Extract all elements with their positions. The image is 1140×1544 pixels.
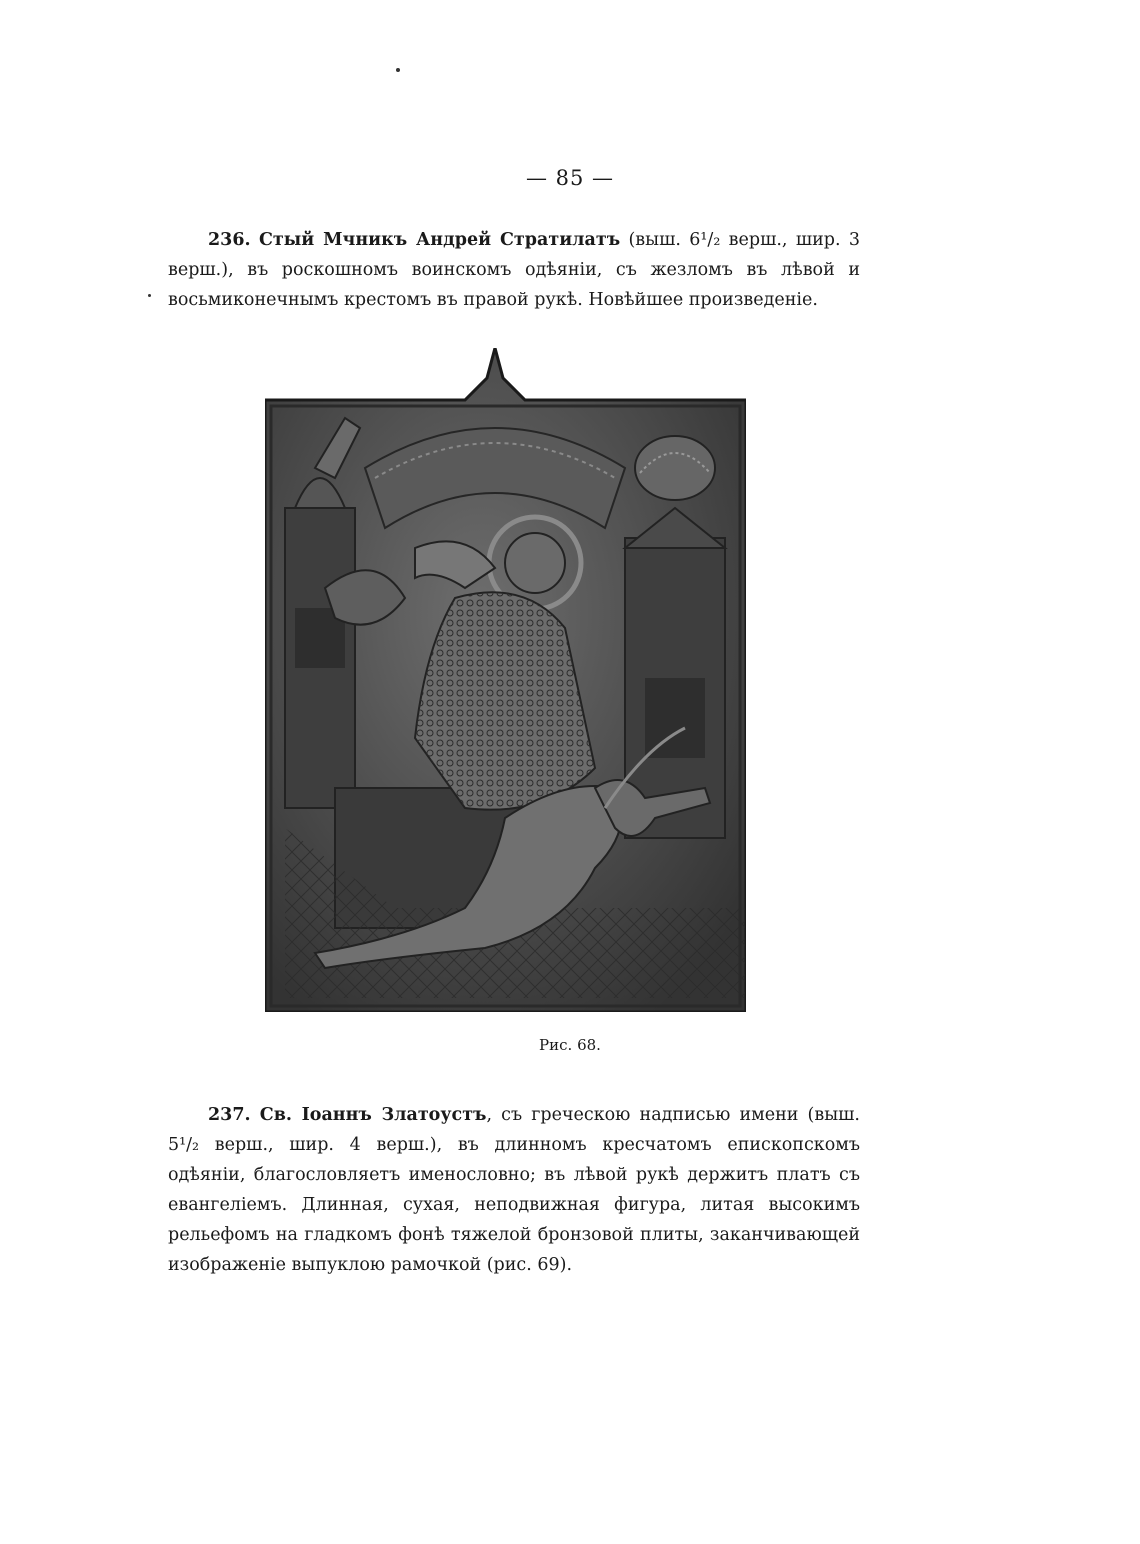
entry-number: 237. <box>208 1105 251 1125</box>
figure-caption: Рис. 68. <box>539 1036 601 1054</box>
dust-speck <box>148 294 151 297</box>
entry-title: Стый Мчникъ Андрей Стратилатъ <box>258 230 621 250</box>
icon-plate-figure <box>265 348 746 1012</box>
entry-text: (выш. 6¹/₂ верш., шир. 3 верш.), въ роскошномъ воинскомъ одѣяніи, съ жезломъ въ лѣвой и восьмиконечнымъ крестомъ въ правой рукѣ. Новѣйшее произведеніе. <box>168 230 860 310</box>
entry-237 <box>168 1100 860 1280</box>
dust-speck <box>396 68 400 72</box>
entry-text: , съ греческою надписью имени (выш. 5¹/₂ верш., шир. 4 верш.), въ длинномъ кресчатомъ епископскомъ одѣяніи, благословляетъ именословно; въ лѣвой рукѣ держитъ платъ съ евангеліемъ. Длинная, сухая, неподвижная фигура, литая высокимъ рельефомъ на гладкомъ фонѣ тяжелой бронзовой плиты, заканчивающей изображеніе выпуклою рамочкой (рис. 69). <box>168 1105 860 1275</box>
entry-number: 236. <box>208 230 251 250</box>
page-number: — 85 — <box>525 166 615 190</box>
entry-236 <box>168 225 860 315</box>
entry-title: Св. Іоаннъ Златоустъ <box>259 1105 487 1125</box>
